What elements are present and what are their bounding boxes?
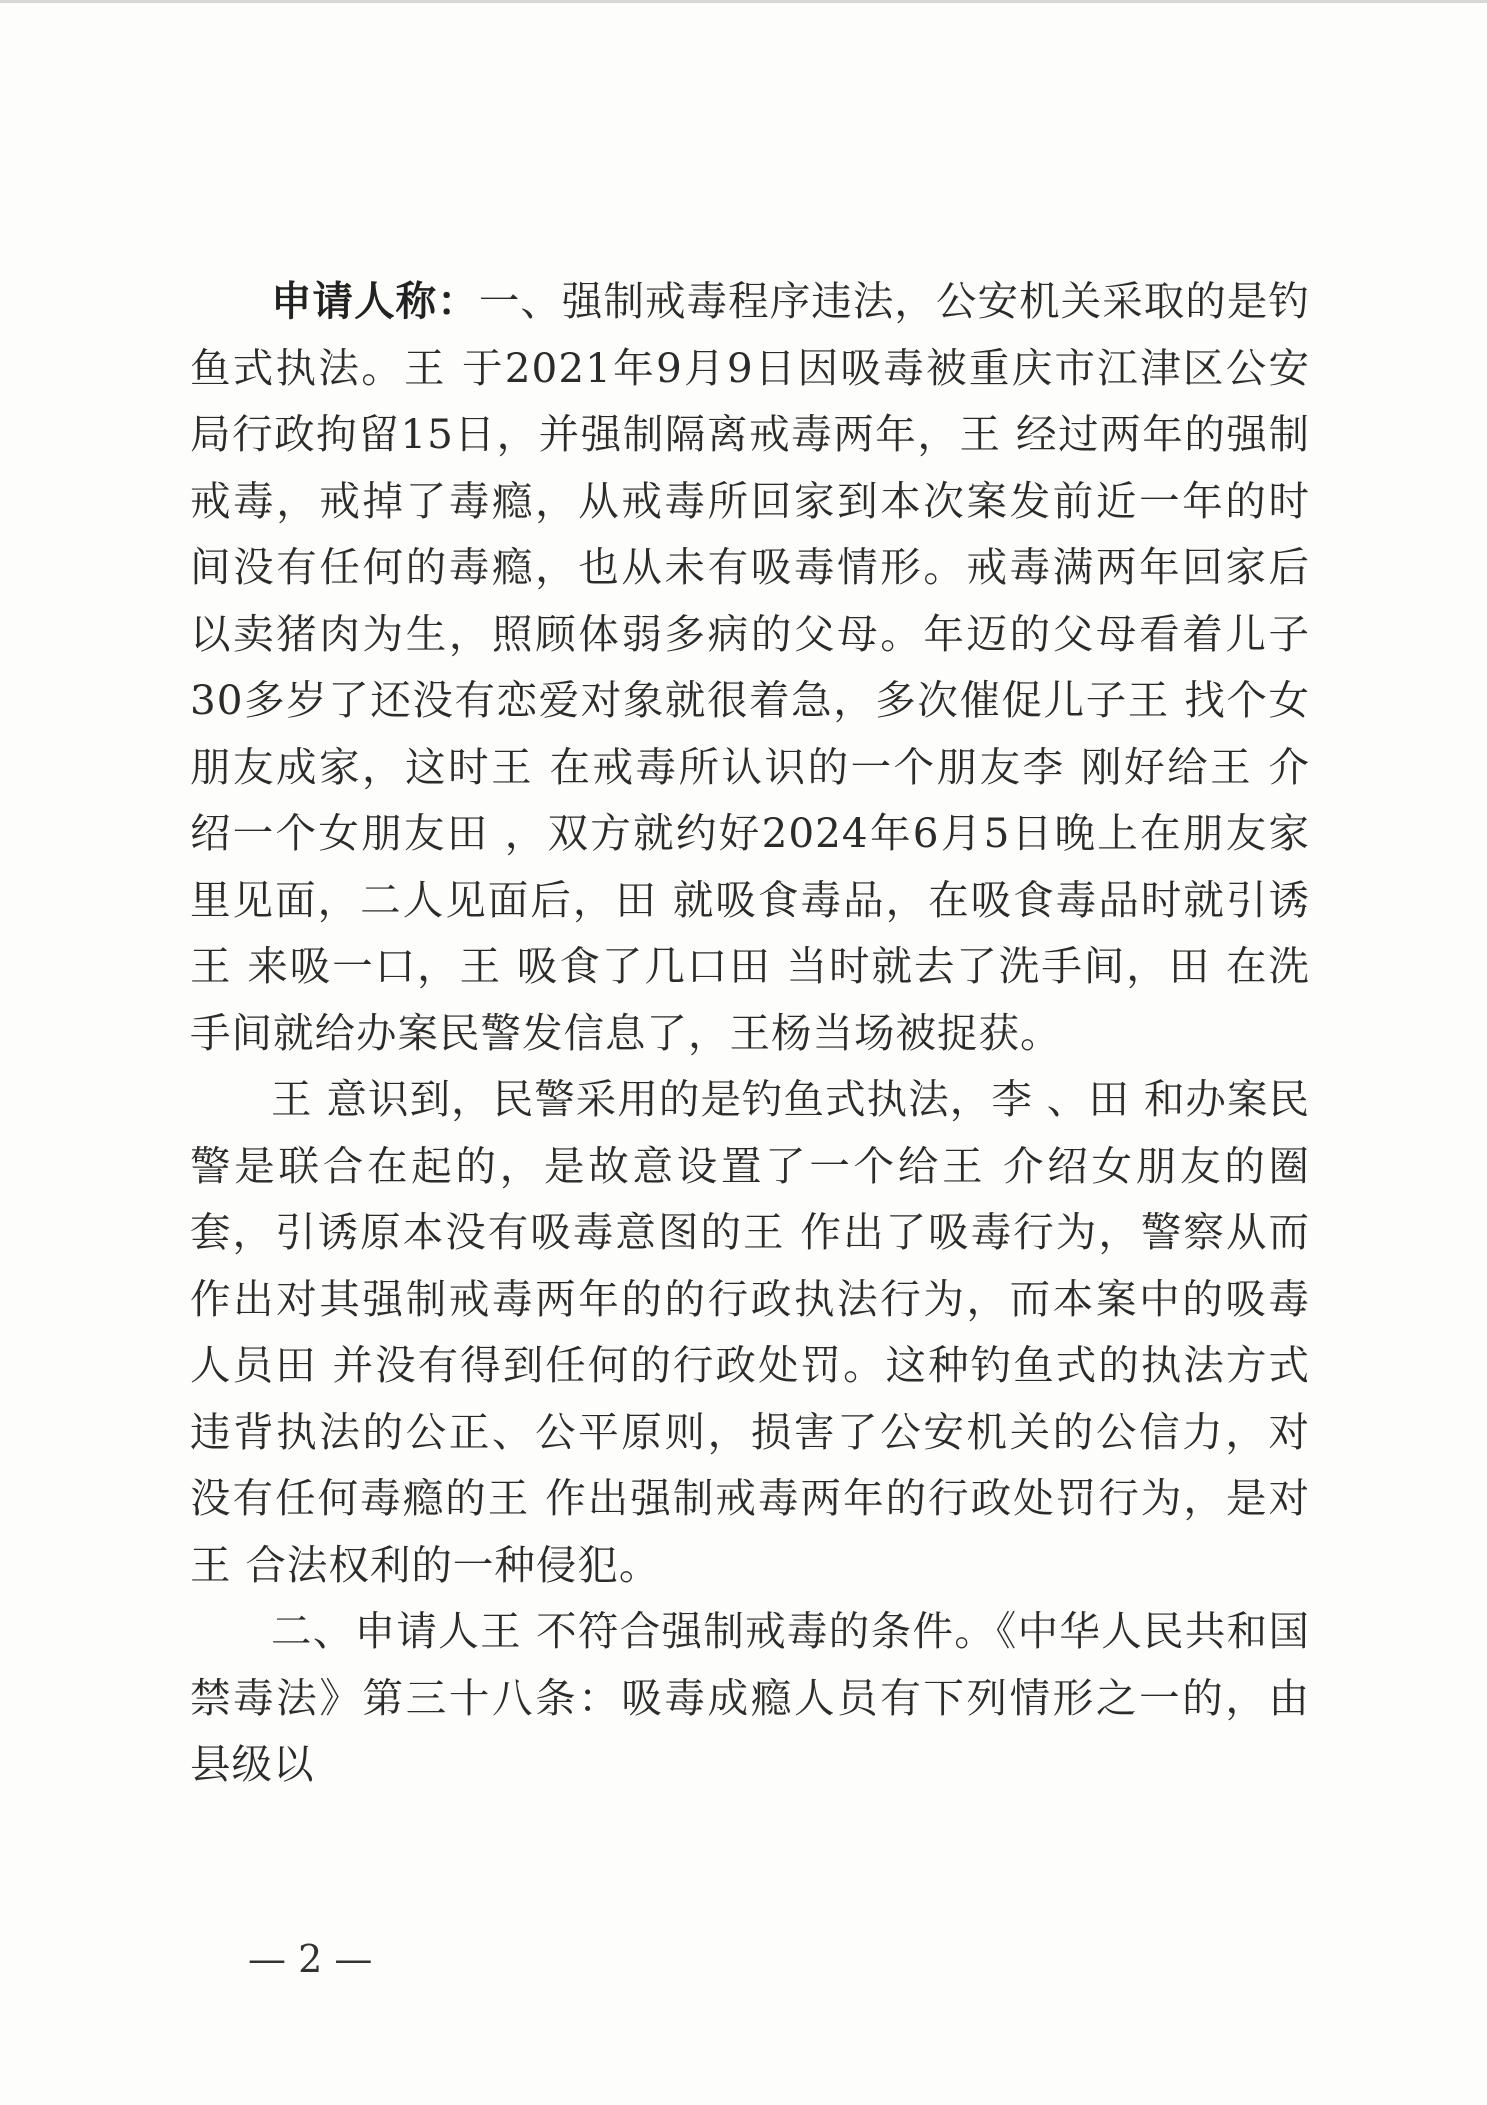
document-body bbox=[190, 268, 1310, 1798]
paragraph-1 bbox=[190, 268, 1310, 1066]
paragraph-1-text: 一、强制戒毒程序违法，公安机关采取的是钓鱼式执法。王 于2021年9月9日因吸毒被重庆市江津区公安局行政拘留15日，并强制隔离戒毒两年，王 经过两年的强制戒毒，戒掉了毒瘾，从戒毒所回家到本次案发前近一年的时间没有任何的毒瘾，也从未有吸毒情形。戒毒满两年回家后以卖猪肉为生，照顾体弱多病的父母。年迈的父母看着儿子30多岁了还没有恋爱对象就很着急，多次催促儿子王 找个女朋友成家，这时王 在戒毒所认识的一个朋友李 刚好给王 介绍一个女朋友田 ，双方就约好2024年6月5日晚上在朋友家里见面，二人见面后，田 就吸食毒品，在吸食毒品时就引诱王 来吸一口，王 吸食了几口田 当时就去了洗手间，田 在洗手间就给办案民警发信息了，王杨当场被捉获。 bbox=[190, 277, 1310, 1057]
paragraph-3 bbox=[190, 1598, 1310, 1798]
page-number: — 2 — bbox=[248, 1937, 373, 1981]
paragraph-2-text: 王 意识到，民警采用的是钓鱼式执法，李 、田 和办案民警是联合在起的，是故意设置了一个给王 介绍女朋友的圈套，引诱原本没有吸毒意图的王 作出了吸毒行为，警察从而作出对其强制戒毒两年的的行政执法行为，而本案中的吸毒人员田 并没有得到任何的行政处罚。这种钓鱼式的执法方式违背执法的公正、公平原则，损害了公安机关的公信力，对没有任何毒瘾的王 作出强制戒毒两年的行政处罚行为，是对王 合法权利的一种侵犯。 bbox=[190, 1075, 1310, 1589]
paragraph-3-text: 二、申请人王 不符合强制戒毒的条件。《中华人民共和国禁毒法》第三十八条：吸毒成瘾人员有下列情形之一的，由县级以 bbox=[190, 1607, 1310, 1788]
scan-top-edge bbox=[0, 0, 1487, 3]
applicant-claim-label: 申请人称： bbox=[271, 277, 479, 325]
paragraph-2 bbox=[190, 1066, 1310, 1598]
